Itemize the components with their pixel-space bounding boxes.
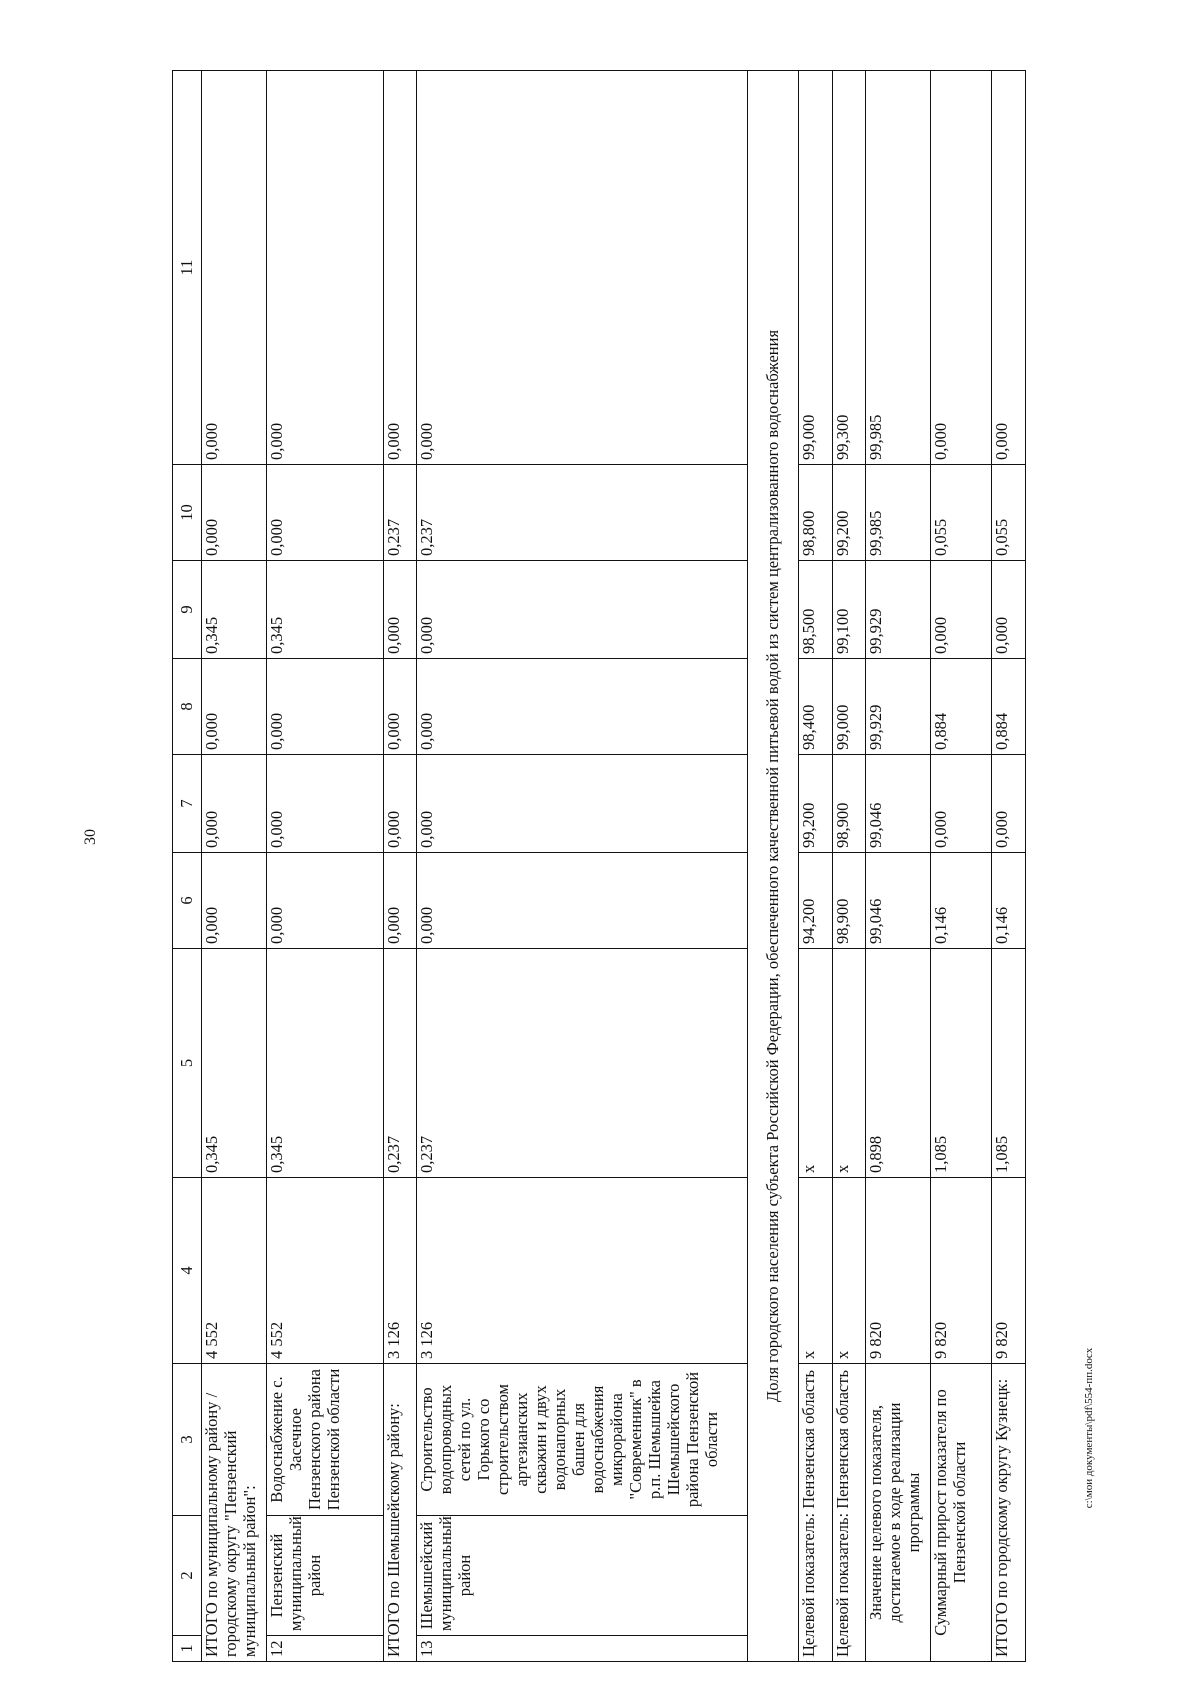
value-cell: 0,000 xyxy=(202,465,267,561)
header-cell: 10 xyxy=(173,465,202,561)
header-cell: 2 xyxy=(173,1516,202,1636)
value-cell: 0,000 xyxy=(992,755,1026,853)
value-cell: 0,000 xyxy=(383,853,417,949)
value-cell: 9 820 xyxy=(866,1178,931,1364)
value-cell: 0,000 xyxy=(417,853,748,949)
value-cell: x xyxy=(799,949,833,1178)
header-cell: 6 xyxy=(173,853,202,949)
value-cell: 99,000 xyxy=(832,659,866,755)
value-cell: 0,345 xyxy=(202,949,267,1178)
header-cell: 8 xyxy=(173,659,202,755)
value-cell: 98,900 xyxy=(832,755,866,853)
value-cell: 0,884 xyxy=(992,659,1026,755)
value-cell: 99,929 xyxy=(866,659,931,755)
subtotal-label: ИТОГО по муниципальному району / городскому округу "Пензенский муниципальный район": xyxy=(202,1364,267,1662)
value-cell: 0,345 xyxy=(266,949,383,1178)
project-number: 12 xyxy=(266,1636,383,1662)
header-cell: 11 xyxy=(173,71,202,465)
value-cell: 0,000 xyxy=(383,71,417,465)
value-cell: 99,929 xyxy=(866,561,931,659)
value-cell: 0,237 xyxy=(383,949,417,1178)
value-cell: 0,000 xyxy=(202,659,267,755)
value-cell: 0,000 xyxy=(417,561,748,659)
value-cell: 0,345 xyxy=(266,561,383,659)
value-cell: 0,000 xyxy=(202,853,267,949)
indicator-row xyxy=(930,71,992,1662)
value-cell: 0,000 xyxy=(992,71,1026,465)
project-name: Водоснабжение с. Засечное Пензенского района Пензенской области xyxy=(266,1364,383,1516)
district-name: Шемышейский муниципальный район xyxy=(417,1516,748,1636)
value-cell: x xyxy=(832,1178,866,1364)
header-cell: 5 xyxy=(173,949,202,1178)
value-cell: 4 552 xyxy=(266,1178,383,1364)
value-cell: 0,000 xyxy=(266,659,383,755)
value-cell: 99,046 xyxy=(866,853,931,949)
value-cell: 98,400 xyxy=(799,659,833,755)
value-cell: 99,046 xyxy=(866,755,931,853)
value-cell: x xyxy=(832,949,866,1178)
value-cell: 0,000 xyxy=(930,561,992,659)
value-cell: 0,898 xyxy=(866,949,931,1178)
value-cell: 0,000 xyxy=(383,561,417,659)
value-cell: 0,000 xyxy=(417,71,748,465)
header-cell: 3 xyxy=(173,1364,202,1516)
value-cell: 98,900 xyxy=(832,853,866,949)
project-name: Строительство водопроводных сетей по ул. Горького со строительством артезианских скважин и двух водонапорных башен для водоснабжения микрорайона "Современник" в р.п. Шемышейка Шемышейского района Пензенской области xyxy=(417,1364,748,1516)
project-row xyxy=(417,71,748,1662)
header-cell: 7 xyxy=(173,755,202,853)
subtotal-row xyxy=(383,71,417,1662)
value-cell: 99,300 xyxy=(832,71,866,465)
value-cell: 0,000 xyxy=(930,71,992,465)
value-cell: 0,000 xyxy=(417,755,748,853)
value-cell: 0,000 xyxy=(202,755,267,853)
value-cell: 1,085 xyxy=(992,949,1026,1178)
value-cell: 0,000 xyxy=(202,71,267,465)
value-cell: 0,000 xyxy=(930,755,992,853)
district-name: Пензенский муниципальный район xyxy=(266,1516,383,1636)
value-cell: 99,200 xyxy=(799,755,833,853)
value-cell: 0,000 xyxy=(417,659,748,755)
value-cell: 3 126 xyxy=(417,1178,748,1364)
value-cell: 9 820 xyxy=(930,1178,992,1364)
value-cell: 99,100 xyxy=(832,561,866,659)
header-cell: 9 xyxy=(173,561,202,659)
value-cell: 0,055 xyxy=(930,465,992,561)
indicator-label: Значение целевого показателя, достигаемое в ходе реализации программы xyxy=(866,1364,931,1662)
value-cell: 0,000 xyxy=(266,755,383,853)
indicator-label: Целевой показатель: Пензенская область xyxy=(832,1364,866,1662)
value-cell: 0,000 xyxy=(266,71,383,465)
value-cell: 98,500 xyxy=(799,561,833,659)
value-cell: 0,146 xyxy=(930,853,992,949)
header-cell: 1 xyxy=(173,1636,202,1662)
header-cell: 4 xyxy=(173,1178,202,1364)
value-cell: 0,000 xyxy=(992,561,1026,659)
value-cell: 99,200 xyxy=(832,465,866,561)
value-cell: 0,884 xyxy=(930,659,992,755)
project-row xyxy=(266,71,383,1662)
header-row xyxy=(173,71,202,1662)
table-wrapper xyxy=(172,71,1026,1662)
value-cell: 0,000 xyxy=(383,659,417,755)
value-cell: 0,237 xyxy=(417,465,748,561)
indicator-label: ИТОГО по городскому округу Кузнецк: xyxy=(992,1364,1026,1662)
footer-file-path: c:\мои документы\pdf\554-пп.docx xyxy=(1083,1347,1095,1509)
value-cell: x xyxy=(799,1178,833,1364)
value-cell: 99,985 xyxy=(866,71,931,465)
value-cell: 0,000 xyxy=(266,465,383,561)
value-cell: 0,146 xyxy=(992,853,1026,949)
value-cell: 1,085 xyxy=(930,949,992,1178)
page-number-text: 30 xyxy=(82,829,99,845)
indicator-row xyxy=(866,71,931,1662)
value-cell: 4 552 xyxy=(202,1178,267,1364)
data-table xyxy=(172,70,1026,1662)
indicator-row xyxy=(799,71,833,1662)
subtotal-label: ИТОГО по Шемышейскому району: xyxy=(383,1364,417,1662)
section-heading: Доля городского населения субъекта Российской Федерации, обеспеченного качественной питьевой водой из систем централизованного водоснабжения xyxy=(748,71,799,1662)
indicator-row xyxy=(992,71,1026,1662)
value-cell: 0,237 xyxy=(417,949,748,1178)
rotated-table-container xyxy=(172,71,1026,1662)
value-cell: 94,200 xyxy=(799,853,833,949)
value-cell: 98,800 xyxy=(799,465,833,561)
value-cell: 0,345 xyxy=(202,561,267,659)
value-cell: 0,055 xyxy=(992,465,1026,561)
value-cell: 99,000 xyxy=(799,71,833,465)
subtotal-row xyxy=(202,71,267,1662)
value-cell: 0,237 xyxy=(383,465,417,561)
indicator-label: Целевой показатель: Пензенская область xyxy=(799,1364,833,1662)
value-cell: 99,985 xyxy=(866,465,931,561)
value-cell: 3 126 xyxy=(383,1178,417,1364)
indicator-row xyxy=(832,71,866,1662)
indicator-label: Суммарный прирост показателя по Пензенской области xyxy=(930,1364,992,1662)
section-row xyxy=(748,71,799,1662)
project-number: 13 xyxy=(417,1636,748,1662)
value-cell: 9 820 xyxy=(992,1178,1026,1364)
value-cell: 0,000 xyxy=(383,755,417,853)
value-cell: 0,000 xyxy=(266,853,383,949)
